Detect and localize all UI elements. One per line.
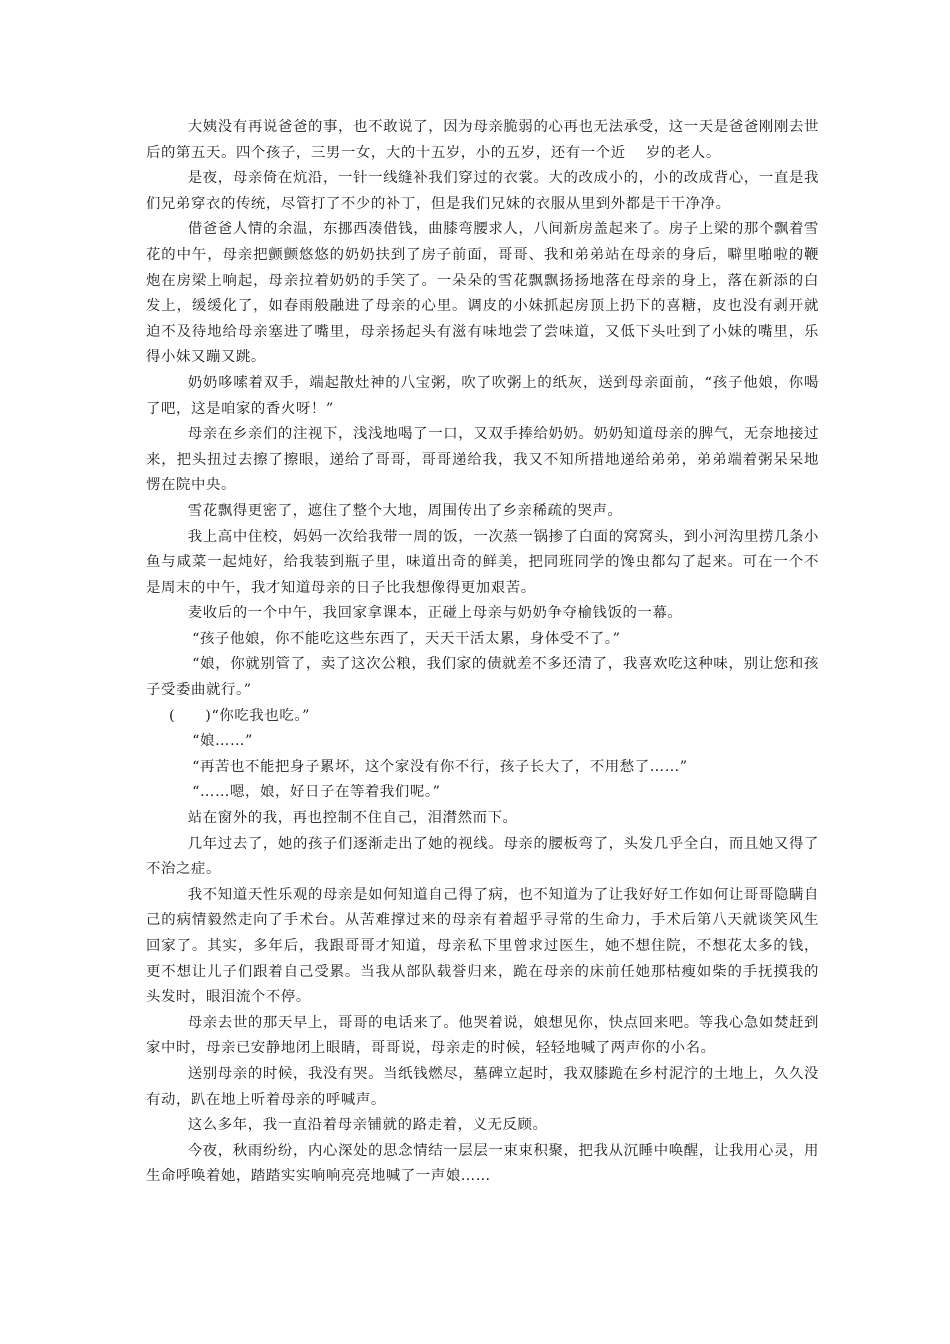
paragraph: 是夜，母亲倚在炕沿，一针一线缝补我们穿过的衣裳。大的改成小的，小的改成背心，一直是我们兄弟穿衣的传统，尽管打了不少的补丁，但是我们兄妹的衣服从里到外都是干干净净。 bbox=[146, 170, 819, 212]
paragraph: 奶奶哆嗦着双手，端起散灶神的八宝粥，吹了吹粥上的纸灰，送到母亲面前，“孩子他娘，你喝了吧，这是咱家的香火呀！” bbox=[146, 374, 819, 417]
dialogue-line: “……嗯，娘，好日子在等着我们呢。” bbox=[192, 784, 441, 801]
paragraph: 我不知道天性乐观的母亲是如何知道自己得了病，也不知道为了让我好好工作如何让哥哥隐瞒自己的病情毅然走向了手术台。从苦难撑过来的母亲有着超乎寻常的生命力，手术后第八天就谈笑风生回家了。其实，多年后，我跟哥哥才知道，母亲私下里曾求过医生，她不想住院，不想花太多的钱，更不想让儿子们跟着自己受累。当我从部队载誉归来，跪在母亲的床前任她那枯瘦如柴的手抚摸我的头发时，眼泪流个不停。 bbox=[146, 886, 819, 1006]
answer-blank-line: ( )“你吃我也吃。” bbox=[169, 707, 311, 724]
dialogue-line: “娘……” bbox=[192, 733, 253, 750]
paragraph: 几年过去了，她的孩子们逐渐走出了她的视线。母亲的腰板弯了，头发几乎全白，而且她又得了不治之症。 bbox=[146, 835, 819, 878]
paragraph: 站在窗外的我，再也控制不住自己，泪潸然而下。 bbox=[187, 810, 518, 827]
paragraph: 这么多年，我一直沿着母亲铺就的路走着，义无反顾。 bbox=[187, 1117, 548, 1134]
paragraph: 雪花飘得更密了，遮住了整个大地，周围传出了乡亲稀疏的哭声。 bbox=[187, 502, 623, 519]
dialogue-line: “再苦也不能把身子累坏，这个家没有你不行，孩子长大了，不用愁了……” bbox=[192, 758, 688, 775]
article-body bbox=[146, 115, 819, 1190]
paragraph: 母亲去世的那天早上，哥哥的电话来了。他哭着说，娘想见你，快点回来吧。等我心急如焚赶到家中时，母亲已安静地闭上眼睛，哥哥说，母亲走的时候，轻轻地喊了两声你的小名。 bbox=[146, 1014, 819, 1057]
paragraph: 我上高中住校，妈妈一次给我带一周的饭，一次蒸一锅掺了白面的窝窝头，到小河沟里捞几条小鱼与咸菜一起炖好，给我装到瓶子里，味道出奇的鲜美，把同班同学的馋虫都勾了起来。可在一个不是周末的中午，我才知道母亲的日子比我想像得更加艰苦。 bbox=[146, 528, 819, 596]
paragraph: 母亲在乡亲们的注视下，浅浅地喝了一口，又双手捧给奶奶。奶奶知道母亲的脾气，无奈地接过来，把头扭过去擦了擦眼，递给了哥哥，哥哥递给我，我又不知所措地递给弟弟，弟弟端着粥呆呆地愣在院中央。 bbox=[146, 426, 819, 494]
paragraph: 大姨没有再说爸爸的事，也不敢说了，因为母亲脆弱的心再也无法承受，这一天是爸爸刚刚去世后的第五天。四个孩子，三男一女，大的十五岁，小的五岁，还有一个近 岁的老人。 bbox=[146, 119, 819, 161]
paragraph: 麦收后的一个中午，我回家拿课本，正碰上母亲与奶奶争夺榆钱饭的一幕。 bbox=[187, 605, 683, 622]
paragraph: 送别母亲的时候，我没有哭。当纸钱燃尽，墓碑立起时，我双膝跪在乡村泥泞的土地上，久久没有动，趴在地上听着母亲的呼喊声。 bbox=[146, 1065, 819, 1108]
dialogue-line: “娘，你就别管了，卖了这次公粮，我们家的债就差不多还清了，我喜欢吃这种味，别让您和孩子受委曲就行。” bbox=[146, 656, 819, 699]
paragraph: 今夜，秋雨纷纷，内心深处的思念情结一层层一束束积聚，把我从沉睡中唤醒，让我用心灵，用生命呼唤着她，踏踏实实响响亮亮地喊了一声娘…… bbox=[146, 1142, 819, 1185]
dialogue-line: “孩子他娘，你不能吃这些东西了，天天干活太累，身体受不了。” bbox=[192, 630, 621, 647]
paragraph: 借爸爸人情的余温，东挪西凑借钱，曲膝弯腰求人，八间新房盖起来了。房子上梁的那个飘着雪花的中午，母亲把颤颤悠悠的奶奶扶到了房子前面，哥哥、我和弟弟站在母亲的身后，噼里啪啦的鞭炮在房梁上响起，母亲拉着奶奶的手笑了。一朵朵的雪花飘飘扬扬地落在母亲的身上，落在新添的白发上，缓缓化了，如春雨般融进了母亲的心里。调皮的小妹抓起房顶上扔下的喜糖，皮也没有剥开就迫不及待地给母亲塞进了嘴里，母亲扬起头有滋有味地尝了尝味道，又低下头吐到了小妹的嘴里，乐得小妹又蹦又跳。 bbox=[146, 221, 819, 366]
